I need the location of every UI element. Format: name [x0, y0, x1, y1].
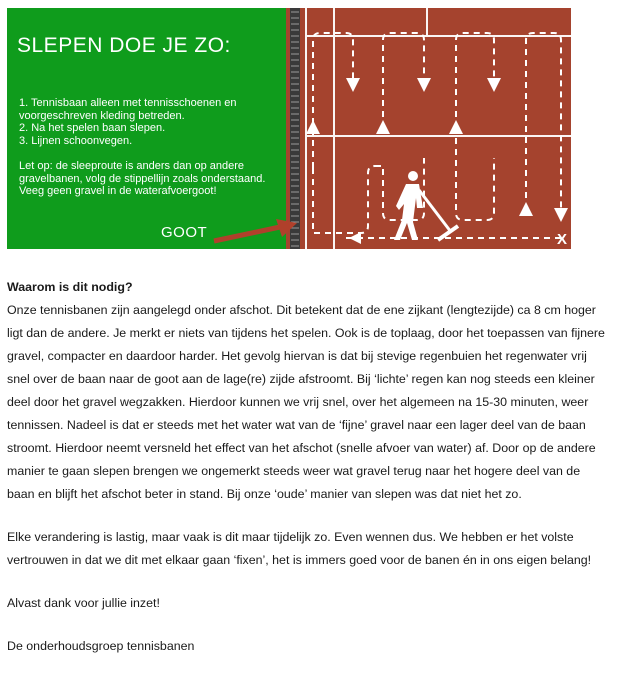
article-body [7, 276, 611, 678]
goot-arrow-icon [212, 213, 302, 248]
article-paragraph: Elke verandering is lastig, maar vaak is dit maar tijdelijk zo. Even wennen dus. We hebben er het volste vertrouwen in dat we dit met elkaar gaan ‘fixen’, het is immers goed voor de banen én in ons eigen belang! [7, 530, 592, 567]
banner-title: SLEPEN DOE JE ZO: [17, 34, 231, 57]
route-note: Let op: de sleeproute is anders dan op andere gravelbanen, volg de stippellijn zoals onderstaand. Veeg geen gravel in de waterafvoergoot! [19, 160, 266, 197]
article-heading: Waarom is dit nodig? [7, 280, 133, 294]
article-signature: De onderhoudsgroep tennisbanen [7, 639, 195, 653]
goot-label: GOOT [161, 224, 208, 241]
article-paragraph: Alvast dank voor jullie inzet! [7, 596, 160, 610]
rule-item: 3. Lijnen schoonvegen. [19, 134, 133, 147]
rule-item: 2. Na het spelen baan slepen. [19, 122, 166, 134]
rules-list [19, 97, 281, 147]
sleep-instruction-banner [7, 8, 571, 249]
article-paragraph: Onze tennisbanen zijn aangelegd onder afschot. Dit betekent dat de ene zijkant (lengtezijde) ca 8 cm hoger ligt dan de andere. Je merkt er niets van tijdens het spelen. Ook is de toplaag, door het toepassen van fijnere gravel, compacter en daardoor harder. Het gevolg hiervan is dat bij stevige regenbuien het regenwater vrij snel over de baan naar de goot aan de lage(re) zijde afstroomt. Bij ‘lichte’ regen kan nog steeds een kleiner deel door het gravel wegzakken. Hierdoor kunnen we vrij snel, over het algemeen na 15-30 minuten, weer tennissen. Nadeel is dat er steeds met het water wat van de ‘fijne’ gravel naar een lager deel van de baan stroomt. Hierdoor neemt versneld het effect van het afschot (snelle afvoer van water) af. Door op de andere manier te gaan slepen brengen we ongemerkt steeds weer wat gravel terug naar het hogere deel van de baan en blijft het afschot beter in stand. Bij onze ‘oude’ manier van slepen was dat niet het zo. [7, 303, 605, 501]
court-diagram [286, 8, 571, 249]
rule-item: 1. Tennisbaan alleen met tennisschoenen en voorgeschreven kleding betreden. [19, 97, 237, 122]
end-mark: X [556, 231, 568, 248]
